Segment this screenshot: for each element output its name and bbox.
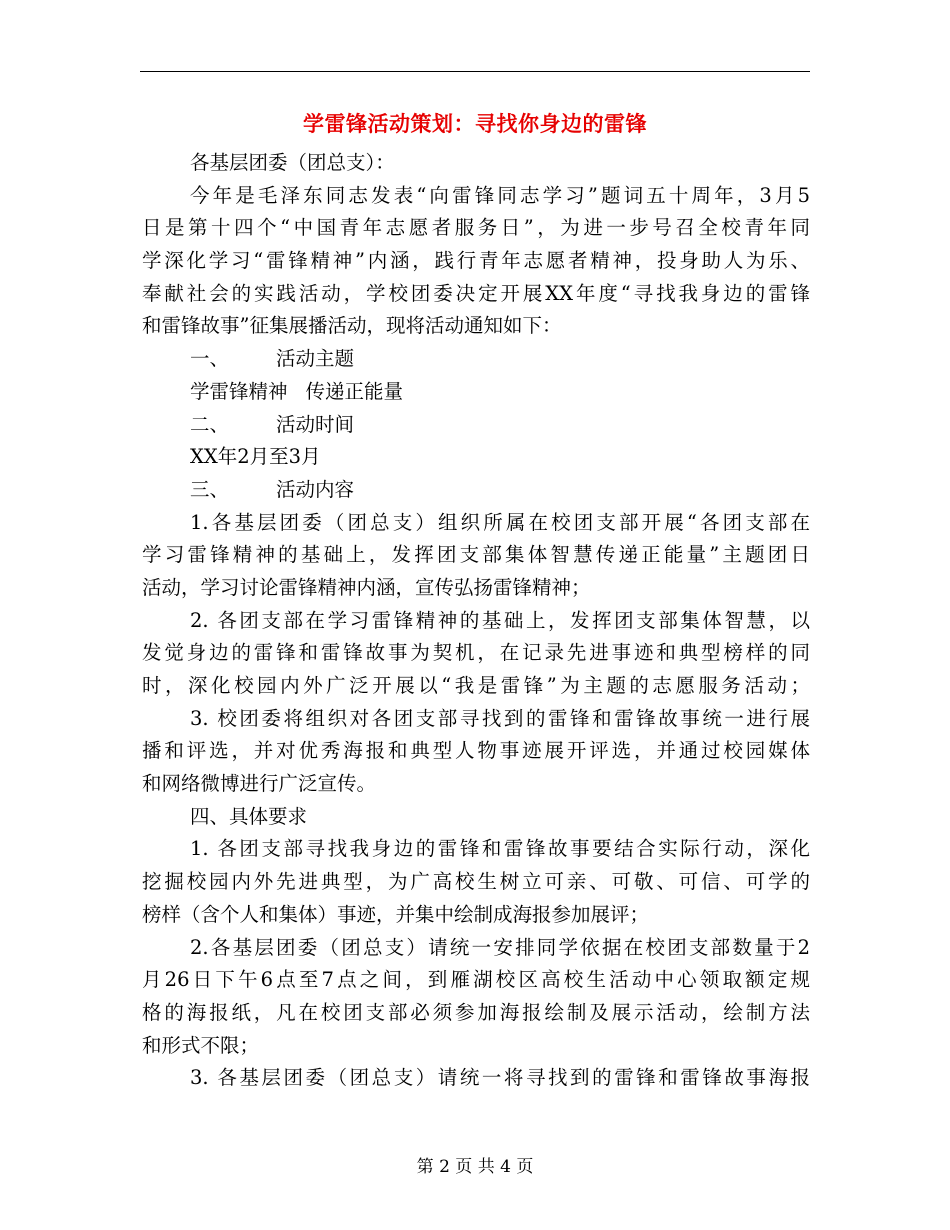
paragraph-line: 和雷锋故事”征集展播活动，现将活动通知如下： (142, 314, 562, 338)
slogan-part: 学雷锋精神 (190, 379, 288, 403)
slogan-part: 传递正能量 (305, 379, 404, 403)
section-heading-theme (142, 343, 810, 376)
activity-time: XX年2月至3月 (190, 445, 321, 469)
paragraph-line: 活动，学习讨论雷锋精神内涵，宣传弘扬雷锋精神； (142, 575, 591, 599)
paragraph-line: 播和评选，并对优秀海报和典型人物事迹展开评选，并通过校园媒体 (142, 739, 810, 763)
paragraph-line: 3. 各基层团委（团总支）请统一将寻找到的雷锋和雷锋故事海报 (190, 1066, 810, 1090)
section-label: 活动时间 (276, 412, 355, 436)
section-number: 一、 (190, 347, 230, 371)
paragraph-line: 发觉身边的雷锋和雷锋故事为契机，在记录先进事迹和典型榜样的同 (142, 641, 810, 665)
page-footer: 第 2 页 共 4 页 (416, 1157, 534, 1177)
paragraph-line: 日是第十四个“中国青年志愿者服务日”，为进一步号召全校青年同 (142, 216, 810, 240)
document-title: 学雷锋活动策划：寻找你身边的雷锋 (303, 111, 647, 136)
paragraph-line: 榜样（含个人和集体）事迹，并集中绘制成海报参加展评； (142, 902, 650, 926)
paragraph-line: 今年是毛泽东同志发表“向雷锋同志学习”题词五十周年，3月5 (190, 183, 810, 207)
section-label: 活动主题 (276, 347, 355, 371)
section-number: 二、 (190, 412, 230, 436)
paragraph-line: 1. 各团支部寻找我身边的雷锋和雷锋故事要结合实际行动，深化 (190, 837, 810, 861)
section-heading-content (142, 474, 810, 507)
section-heading-time (142, 409, 810, 442)
paragraph-line: 月26日下午6点至7点之间，到雁湖校区高校生活动中心领取额定规 (142, 968, 810, 992)
salutation: 各基层团委（团总支）： (190, 151, 395, 174)
paragraph-line: 2.各基层团委（团总支）请统一安排同学依据在校团支部数量于2 (190, 935, 810, 959)
section-number: 三、 (190, 477, 230, 501)
paragraph-line: 格的海报纸，凡在校团支部必须参加海报绘制及展示活动，绘制方法 (142, 1000, 810, 1024)
paragraph-line: 1.各基层团委（团总支）组织所属在校团支部开展“各团支部在 (190, 510, 810, 534)
paragraph-line: 学深化学习“雷锋精神”内涵，践行青年志愿者精神，投身助人为乐、 (142, 249, 810, 273)
theme-slogan (142, 376, 810, 409)
paragraph-line: 3. 校团委将组织对各团支部寻找到的雷锋和雷锋故事统一进行展 (190, 706, 810, 730)
paragraph-line: 挖掘校园内外先进典型，为广高校生树立可亲、可敬、可信、可学的 (142, 870, 810, 894)
paragraph-line: 时，深化校园内外广泛开展以“我是雷锋”为主题的志愿服务活动； (142, 674, 810, 697)
document-body (142, 147, 810, 1095)
paragraph-line: 学习雷锋精神的基础上，发挥团支部集体智慧传递正能量”主题团日 (142, 543, 810, 567)
paragraph-line: 和形式不限； (142, 1033, 260, 1057)
header-rule (140, 71, 810, 72)
paragraph-line: 奉献社会的实践活动，学校团委决定开展XX年度“寻找我身边的雷锋 (142, 281, 810, 305)
paragraph-line: 和网络微博进行广泛宣传。 (142, 772, 377, 796)
section-heading-requirements: 四、具体要求 (190, 804, 308, 828)
section-label: 活动内容 (276, 477, 355, 501)
paragraph-line: 2. 各团支部在学习雷锋精神的基础上，发挥团支部集体智慧，以 (190, 608, 810, 632)
